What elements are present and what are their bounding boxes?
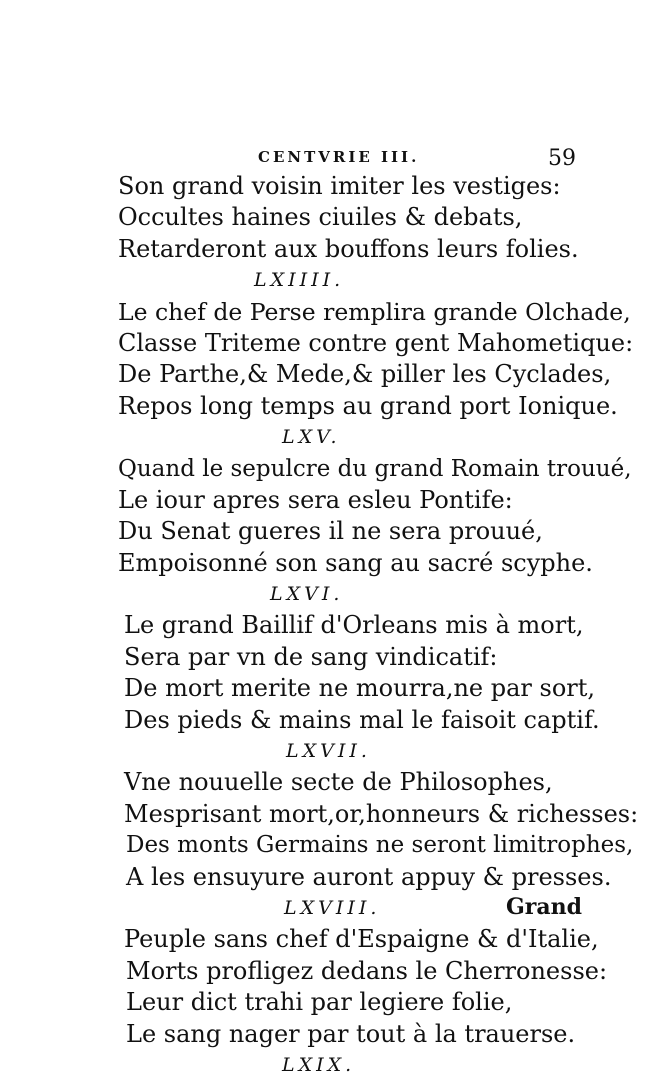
verse-line: Le grand Baillif d'Orleans mis à mort,: [124, 611, 584, 640]
verse-line: Du Senat gueres il ne sera prouué,: [118, 517, 543, 546]
quatrain-number: LXVI.: [270, 583, 344, 606]
verse-line: Mesprisant mort,or,honneurs & richesses:: [124, 799, 639, 828]
verse-text-block: [118, 171, 639, 1081]
verse-line: Classe Triteme contre gent Mahometique:: [118, 328, 634, 357]
running-head: CENTVRIE III.: [258, 148, 420, 166]
verse-line: De mort merite ne mourra,ne par sort,: [124, 674, 596, 703]
catchword: Grand: [506, 894, 583, 920]
verse-line: De Parthe,& Mede,& piller les Cyclades,: [118, 360, 612, 389]
verse-line: Son grand voisin imiter les vestiges:: [118, 172, 561, 200]
verse-line: Repos long temps au grand port Ionique.: [118, 391, 618, 420]
verse-line: Morts profligez dedans le Cherronesse:: [126, 956, 608, 985]
quatrain-number: LXVIII.: [284, 896, 381, 919]
verse-line: Empoisonné son sang au sacré scyphe.: [118, 548, 593, 577]
verse-line: Quand le sepulcre du grand Romain trouué,: [118, 455, 632, 482]
verse-line: Le iour apres sera esleu Pontife:: [118, 485, 513, 514]
quatrain-number: LXV.: [282, 426, 341, 449]
quatrain-number: LXVII.: [286, 740, 371, 763]
verse-line: A les ensuyure auront appuy & presses.: [126, 862, 612, 891]
verse-line: Des monts Germains ne seront limitrophes,: [126, 832, 634, 859]
verse-line: Peuple sans chef d'Espaigne & d'Italie,: [124, 925, 599, 954]
verse-line: Des pieds & mains mal le faisoit captif.: [124, 705, 600, 734]
verse-line: Le sang nager par tout à la trauerse.: [126, 1019, 576, 1048]
quatrain-number: LXIIII.: [254, 269, 345, 292]
verse-line: Occultes haines ciuiles & debats,: [118, 203, 523, 232]
quatrain-number: LXIX.: [282, 1053, 356, 1076]
verse-line: Le chef de Perse remplira grande Olchade,: [118, 297, 631, 326]
page-number: 59: [548, 146, 576, 171]
verse-line: Retarderont aux bouffons leurs folies.: [118, 234, 579, 263]
verse-line: Sera par vn de sang vindicatif:: [124, 642, 498, 671]
verse-line: Leur dict trahi par legiere folie,: [126, 988, 513, 1017]
verse-line: Vne nouuelle secte de Philosophes,: [124, 768, 553, 797]
